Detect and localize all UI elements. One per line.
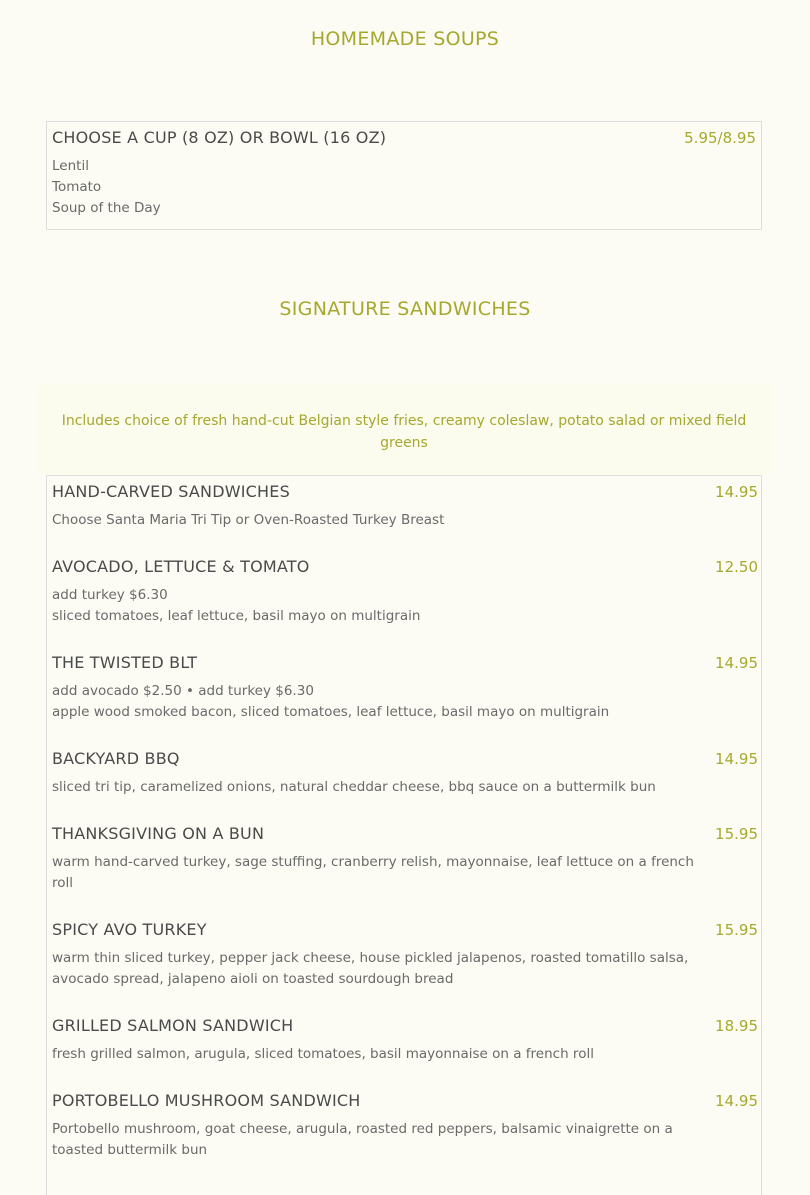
description-line: toasted buttermilk bun (52, 1142, 208, 1158)
item-price: 14.95 (715, 750, 758, 768)
item-price: 14.95 (715, 1092, 758, 1110)
item-price: 15.95 (715, 921, 758, 939)
menu-item (47, 824, 763, 894)
soup-option: Soup of the Day (52, 200, 161, 216)
menu-item (47, 653, 763, 723)
item-price: 14.95 (715, 654, 758, 672)
description-line: sliced tri tip, caramelized onions, natural cheddar cheese, bbq sauce on a buttermilk bun (52, 779, 656, 795)
menu-item (47, 482, 763, 531)
item-price: 14.95 (715, 483, 758, 501)
item-description (52, 510, 758, 531)
item-price: 18.95 (715, 1017, 758, 1035)
item-name: GRILLED SALMON SANDWICH (52, 1016, 294, 1035)
menu-item (47, 122, 761, 219)
item-price: 12.50 (715, 558, 758, 576)
description-line: warm thin sliced turkey, pepper jack cheese, house pickled jalapenos, roasted tomatillo salsa, (52, 950, 689, 966)
menu-item (47, 749, 763, 798)
menu-item (47, 1016, 763, 1065)
item-name: SPICY AVO TURKEY (52, 920, 207, 939)
item-description (52, 1119, 758, 1161)
soups-section-title: HOMEMADE SOUPS (310, 28, 500, 50)
item-name: THE TWISTED BLT (52, 653, 198, 672)
description-line: Portobello mushroom, goat cheese, arugula, roasted red peppers, balsamic vinaigrette on a (52, 1121, 673, 1137)
description-line: warm hand-carved turkey, sage stuffing, cranberry relish, mayonnaise, leaf lettuce on a french (52, 854, 694, 870)
description-line: add turkey $6.30 (52, 587, 168, 603)
item-price: 5.95/8.95 (684, 129, 756, 147)
sandwiches-menu-box (46, 475, 762, 1195)
sandwiches-section-title: SIGNATURE SANDWICHES (279, 298, 531, 320)
item-description (52, 852, 758, 894)
description-line: apple wood smoked bacon, sliced tomatoes, leaf lettuce, basil mayo on multigrain (52, 704, 610, 720)
item-name: CHOOSE A CUP (8 OZ) OR BOWL (16 OZ) (52, 128, 387, 147)
description-line: add avocado $2.50 • add turkey $6.30 (52, 683, 314, 699)
item-name: HAND-CARVED SANDWICHES (52, 482, 290, 501)
includes-note: Includes choice of fresh hand-cut Belgian style fries, creamy coleslaw, potato salad or mixed field greens (61, 413, 747, 451)
description-line: Choose Santa Maria Tri Tip or Oven-Roasted Turkey Breast (52, 512, 445, 528)
item-description (52, 1044, 758, 1065)
item-description (52, 585, 758, 627)
item-name: AVOCADO, LETTUCE & TOMATO (52, 557, 310, 576)
menu-item (47, 1091, 763, 1161)
description-line: sliced tomatoes, leaf lettuce, basil mayo on multigrain (52, 608, 421, 624)
item-name: BACKYARD BBQ (52, 749, 180, 768)
item-name: PORTOBELLO MUSHROOM SANDWICH (52, 1091, 361, 1110)
item-description (52, 948, 758, 990)
soup-option: Tomato (52, 179, 102, 195)
item-description (52, 156, 756, 219)
description-line: fresh grilled salmon, arugula, sliced tomatoes, basil mayonnaise on a french roll (52, 1046, 594, 1062)
item-name: THANKSGIVING ON A BUN (52, 824, 265, 843)
menu-item (47, 920, 763, 990)
soups-menu-box (46, 121, 762, 230)
description-line: roll (52, 875, 74, 891)
item-description (52, 777, 758, 798)
item-description (52, 681, 758, 723)
soup-option: Lentil (52, 158, 89, 174)
menu-item (47, 557, 763, 627)
description-line: avocado spread, jalapeno aioli on toasted sourdough bread (52, 971, 454, 987)
item-price: 15.95 (715, 825, 758, 843)
